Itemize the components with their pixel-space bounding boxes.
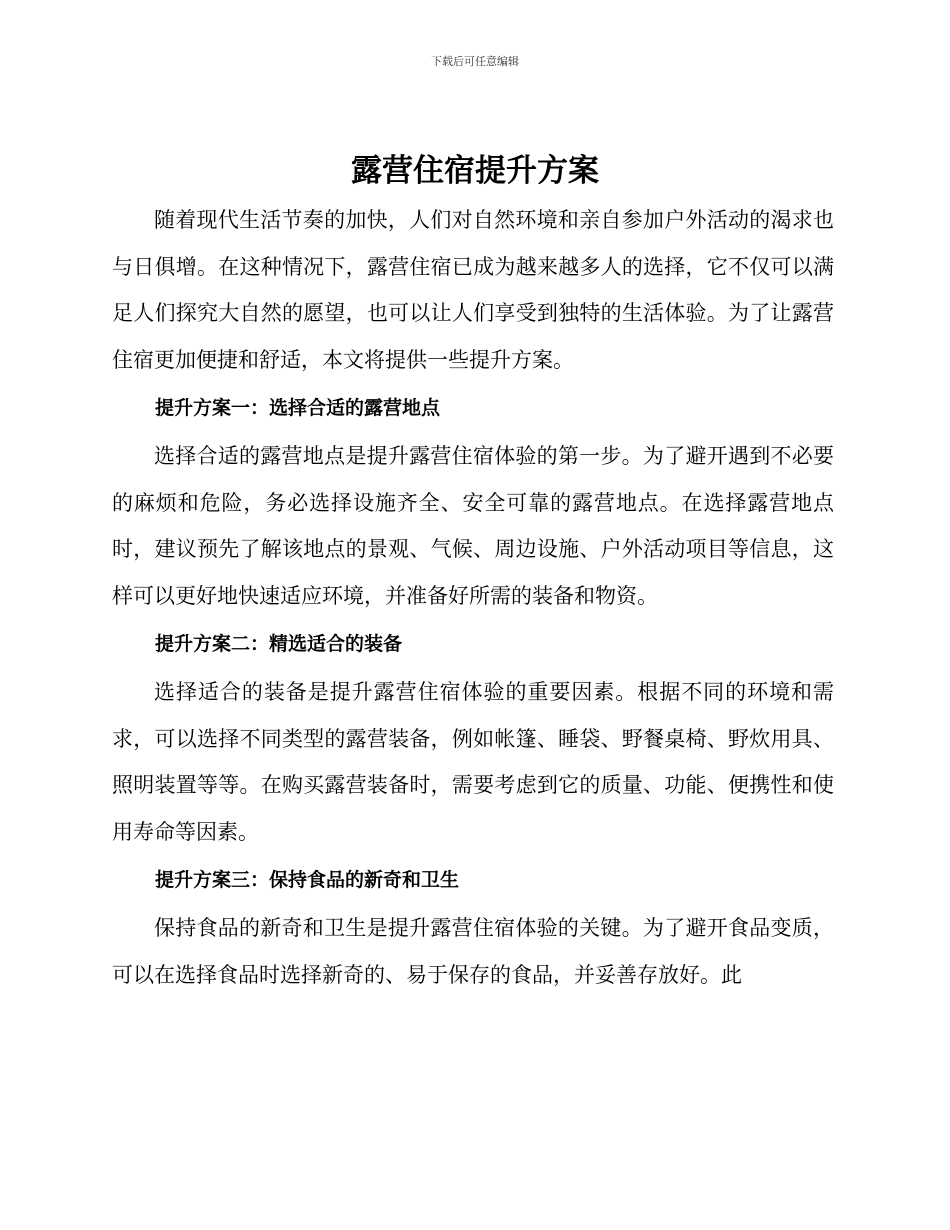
spacer (112, 422, 834, 433)
section-2-paragraph: 选择适合的装备是提升露营住宿体验的重要因素。根据不同的环境和需求，可以选择不同类型的露营装备，例如帐篷、睡袋、野餐桌椅、野炊用具、照明装置等等。在购买露营装备时，需要考虑到它的质量、功能、便携性和使用寿命等因素。 (112, 680, 834, 844)
document-body (112, 197, 834, 998)
section-3-heading: 提升方案三：保持食品的新奇和卫生 (155, 869, 460, 891)
spacer (112, 894, 834, 905)
section-1-heading: 提升方案一：选择合适的露营地点 (155, 397, 441, 419)
section-1-paragraph: 选择合适的露营地点是提升露营住宿体验的第一步。为了避开遇到不必要的麻烦和危险，务必选择设施齐全、安全可靠的露营地点。在选择露营地点时，建议预先了解该地点的景观、气候、周边设施、户外活动项目等信息，这样可以更好地快速适应环境，并准备好所需的装备和物资。 (112, 444, 834, 608)
intro-paragraph: 随着现代生活节奏的加快，人们对自然环境和亲自参加户外活动的渴求也与日俱增。在这种情况下，露营住宿已成为越来越多人的选择，它不仅可以满足人们探究大自然的愿望，也可以让人们享受到独特的生活体验。为了让露营住宿更加便捷和舒适，本文将提供一些提升方案。 (112, 208, 834, 372)
spacer (112, 619, 834, 630)
page-header-note: 下载后可任意编辑 (431, 55, 519, 68)
spacer (112, 383, 834, 394)
section-2-heading: 提升方案二：精选适合的装备 (155, 633, 403, 655)
section-3-paragraph: 保持食品的新奇和卫生是提升露营住宿体验的关键。为了避开食品变质，可以在选择食品时选择新奇的、易于保存的食品，并妥善存放好。此 (112, 916, 834, 987)
spacer (112, 658, 834, 669)
spacer (112, 855, 834, 866)
document-title: 露营住宿提升方案 (351, 153, 599, 189)
